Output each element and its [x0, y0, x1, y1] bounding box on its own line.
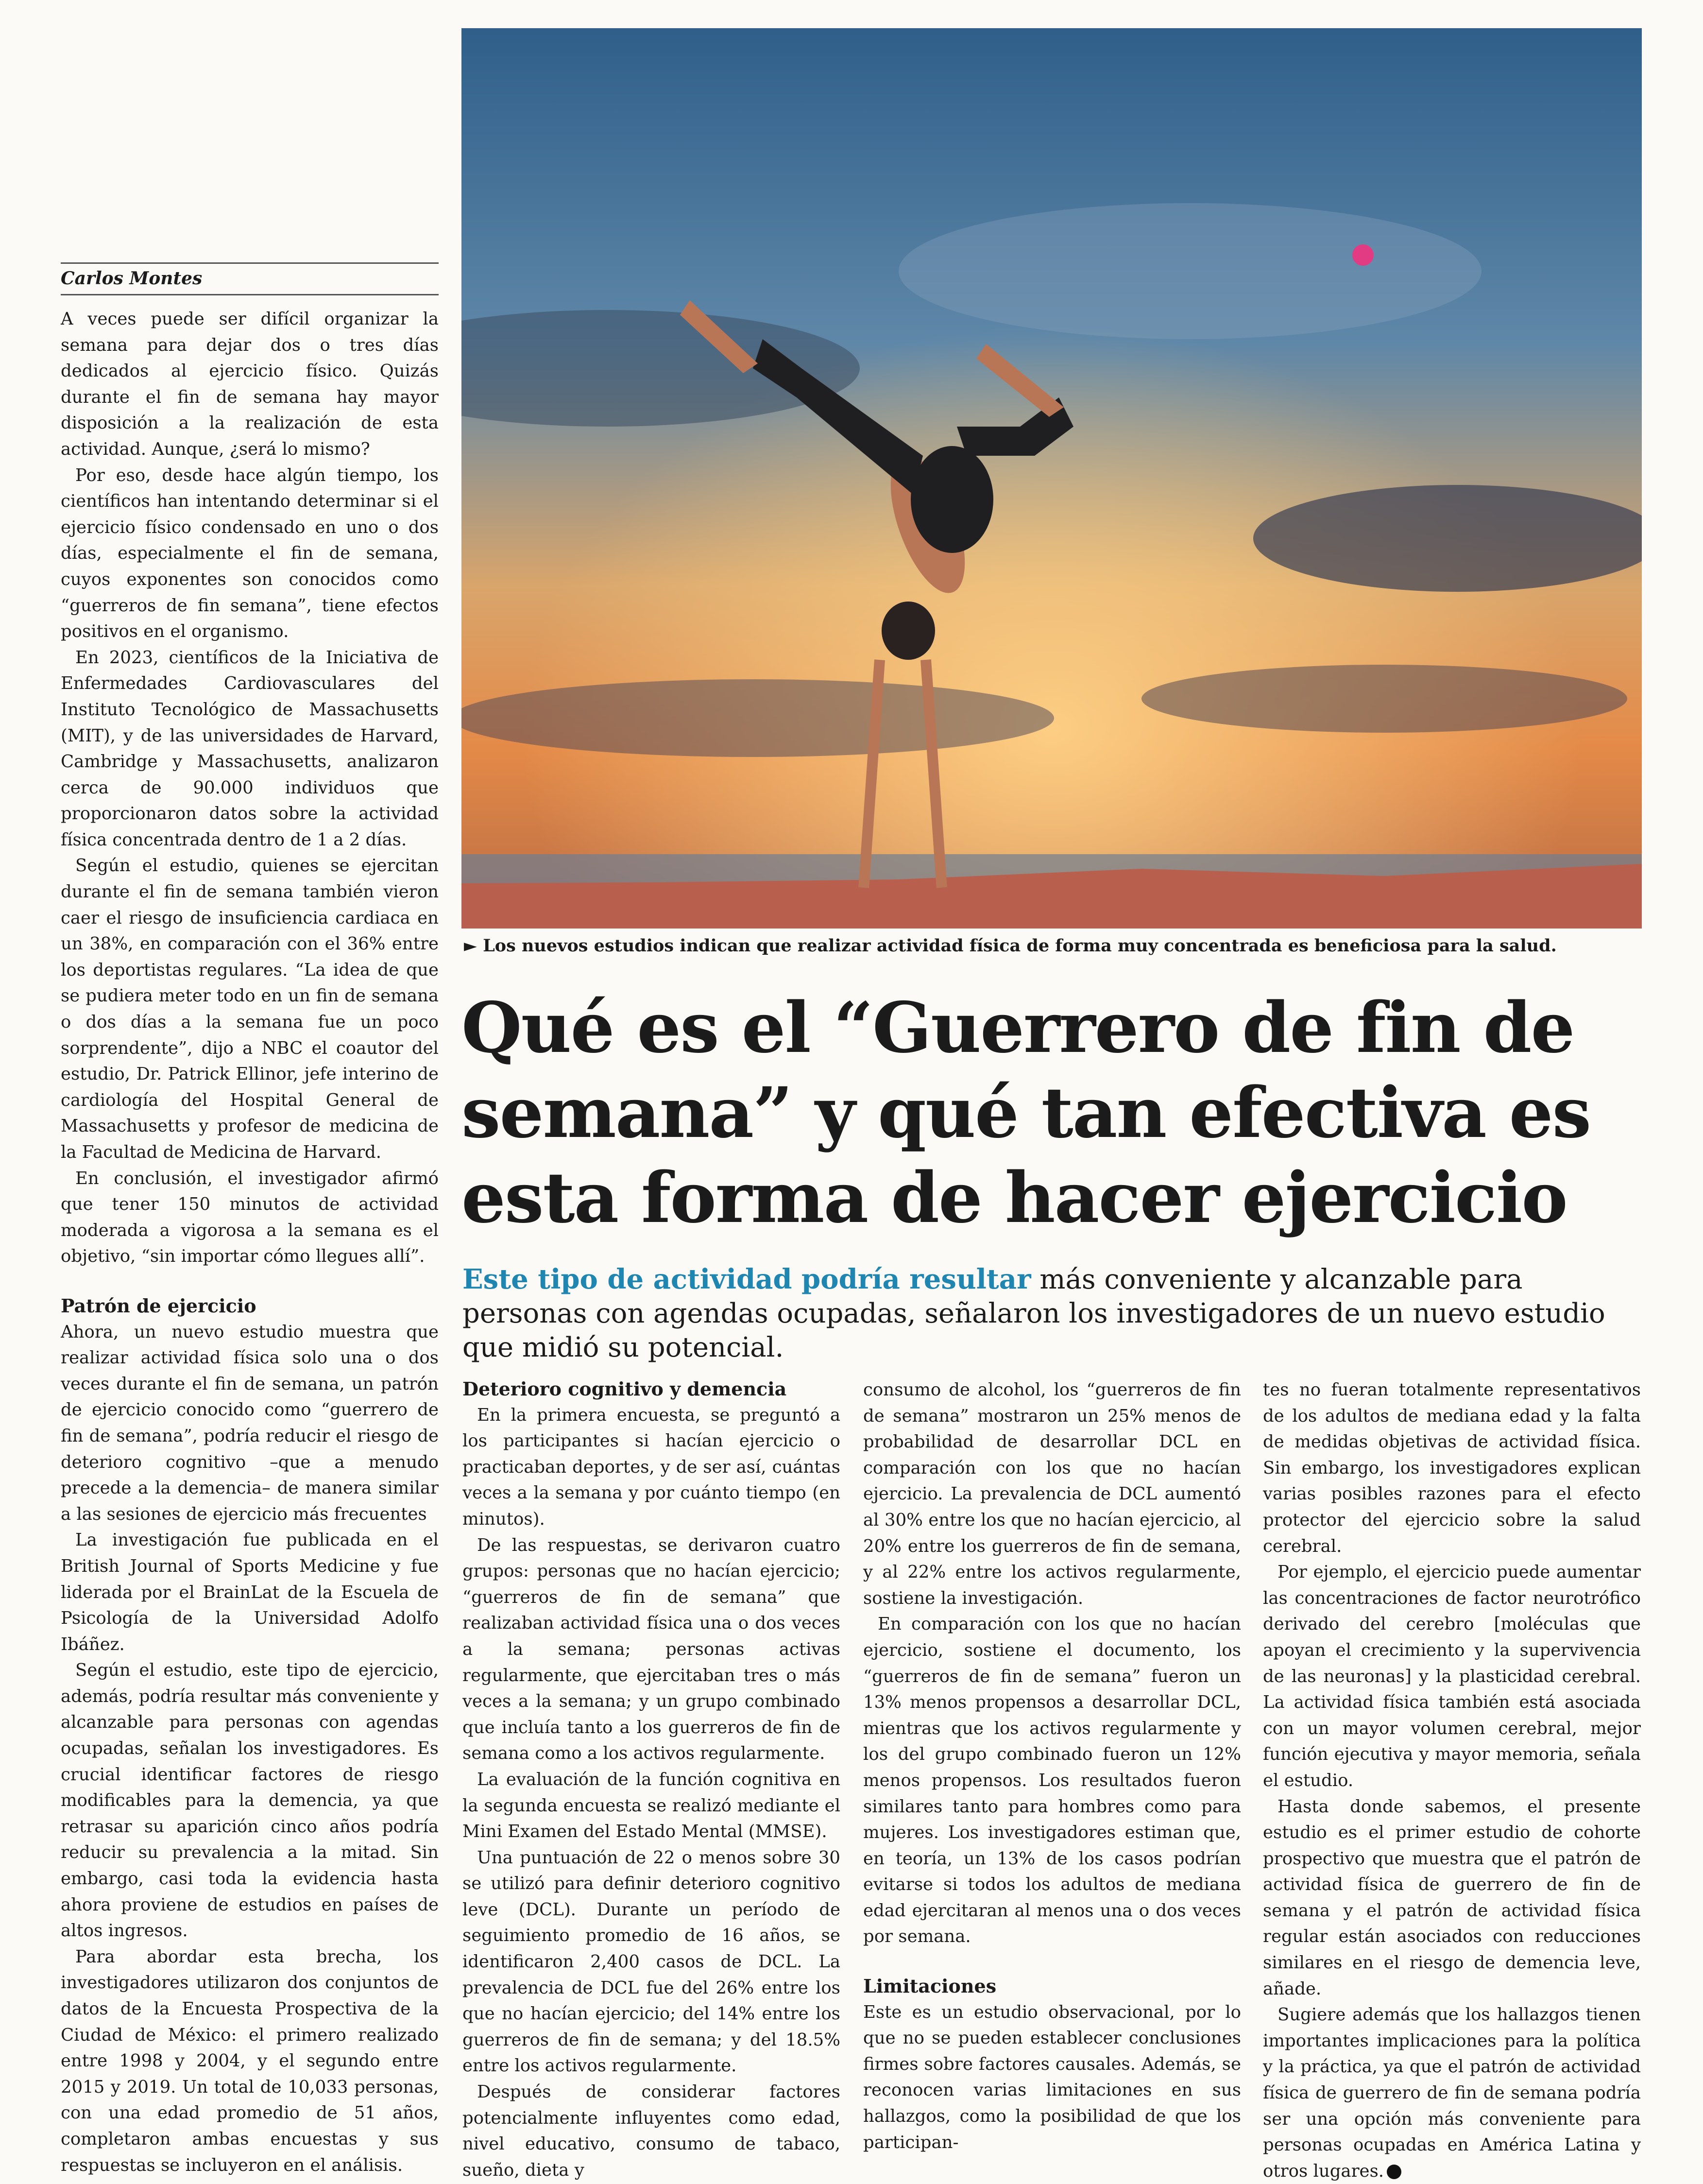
comment-icon[interactable]	[1352, 244, 1374, 266]
byline-rule-bottom	[61, 294, 439, 295]
col3-paragraph: consumo de alcohol, los “guerreros de fin de semana” mostraron un 25% menos de probabilidad de desarrollar DCL en comparación con los que no hacían ejercicio. La prevalencia de DCL aumentó al 30% entre los que no hacían ejercicio, al 20% entre los guerreros de fin de semana, y al 22% entre los activos regularmente, sostiene la investigación.	[863, 1380, 1241, 1608]
left-paragraph: Ahora, un nuevo estudio muestra que realizar actividad física solo una o dos veces durante el fin de semana, un patrón de ejercicio conocido como “guerrero de fin de semana”, podría reducir el riesgo de deterioro cognitivo –que a menudo precede a la demencia– de manera similar a las sesiones de ejercicio más frecuentes	[61, 1322, 439, 1524]
col2-paragraph: De las respuestas, se derivaron cuatro grupos: personas que no hacían ejercicio; “guerreros de fin de semana” que realizaban actividad física una o dos veces a la semana; personas activas regularmente, que ejercitaban tres o más veces a la semana; y un grupo combinado que incluía tanto a los guerreros de fin de semana como a los activos regularmente.	[462, 1535, 840, 1764]
column-4	[1263, 1377, 1641, 2184]
page-title: Qué es el “Guerrero de fin de semana” y qué tan efectiva es esta forma de hacer ejercicio	[461, 987, 1591, 1238]
byline: Carlos Montes	[61, 268, 203, 289]
left-column	[61, 306, 439, 2178]
photo-illustration	[461, 28, 1642, 929]
dek-lead: Este tipo de actividad podría resultar	[462, 1263, 1031, 1295]
col3-paragraph: Este es un estudio observacional, por lo que no se pueden establecer conclusiones firmes sobre factores causales. Además, se reconocen varias limitaciones en sus hallazgos, como la posibilidad de que los participan-	[863, 2002, 1241, 2152]
left-paragraph: A veces puede ser difícil organizar la semana para dejar dos o tres días dedicados al ejercicio físico. Quizás durante el fin de semana hay mayor disposición a la realización de esta actividad. Aunque, ¿será lo mismo?	[61, 309, 439, 459]
byline-rule-top	[61, 262, 439, 264]
column-2	[462, 1376, 840, 2183]
left-paragraph: En conclusión, el investigador afirmó que tener 150 minutos de actividad moderada a vigorosa a la semana es el objetivo, “sin importar cómo llegues allí”.	[61, 1168, 439, 1267]
left-paragraph: La investigación fue publicada en el British Journal of Sports Medicine y fue liderada por el BrainLat de la Escuela de Psicología de la Universidad Adolfo Ibáñez.	[61, 1530, 439, 1654]
photo	[461, 28, 1642, 929]
subhead-deterioro: Deterioro cognitivo y demencia	[462, 1378, 787, 1400]
caption-text: Los nuevos estudios indican que realizar actividad física de forma muy concentrada es beneficiosa para la salud.	[483, 936, 1557, 956]
left-paragraph: Según el estudio, quienes se ejercitan durante el fin de semana también vieron caer el riesgo de insuficiencia cardiaca en un 38%, en comparación con el 36% entre los deportistas regulares. “La idea de que se pudiera meter todo en un fin de semana o dos días a la semana fue un poco sorprendente”, dijo a NBC el coautor del estudio, Dr. Patrick Ellinor, jefe interino de cardiología del Hospital General de Massachusetts y profesor de medicina de la Facultad de Medicina de Harvard.	[61, 856, 439, 1162]
caption-marker-icon: ►	[464, 936, 477, 956]
col2-paragraph: Una puntuación de 22 o menos sobre 30 se utilizó para definir deterioro cognitivo leve (DCL). Durante un período de seguimiento promedio de 16 años, se identificaron 2,400 casos de DCL. La prevalencia de DCL fue del 26% entre los que no hacían ejercicio; del 14% entre los guerreros de fin de semana; y del 18.5% entre los activos regularmente.	[462, 1847, 840, 2076]
col4-paragraph: Por ejemplo, el ejercicio puede aumentar las concentraciones de factor neurotrófico derivado del cerebro [moléculas que apoyan el crecimiento y la supervivencia de las neuronas] y la plasticidad cerebral. La actividad física también está asociada con un mayor volumen cerebral, mejor función ejecutiva y mayor memoria, señala el estudio.	[1263, 1562, 1641, 1790]
column-3	[863, 1377, 1241, 2155]
left-paragraph: Según el estudio, este tipo de ejercicio, además, podría resultar más conveniente y alcanzable para personas con agendas ocupadas, señalan los investigadores. Es crucial identificar factores de riesgo modificables para la demencia, ya que retrasar su aparición cinco años podría reducir su prevalencia a la mitad. Sin embargo, casi toda la evidencia hasta ahora proviene de estudios en países de altos ingresos.	[61, 1660, 439, 1941]
col4-paragraph	[1263, 2002, 1641, 2184]
col3-paragraph: En comparación con los que no hacían ejercicio, sostiene el documento, los “guerreros de fin de semana” fueron un 13% menos propensos a desarrollar DCL, mientras que los activos regularmente y los del grupo combinado fueron un 12% menos propensos. Los resultados fueron similares tanto para hombres como para mujeres. Los investigadores estiman que, en teoría, un 13% de los casos podrían evitarse si todos los adultos de mediana edad ejercitaran al menos una o dos veces por semana.	[863, 1614, 1241, 1947]
col4-paragraph: Hasta donde sabemos, el presente estudio es el primer estudio de cohorte prospectivo que muestra que el patrón de actividad física de guerrero de fin de semana y el patrón de actividad física regular están asociados con reducciones similares en el riesgo de demencia leve, añade.	[1263, 1796, 1641, 1999]
col4-last-text: Sugiere además que los hallazgos tienen importantes implicaciones para la política y la práctica, ya que el patrón de actividad física de guerrero de fin de semana podría ser una opción más conveniente para personas ocupadas en América Latina y otros lugares.	[1263, 2005, 1641, 2181]
photo-caption	[464, 934, 1557, 958]
left-paragraph: Para abordar esta brecha, los investigadores utilizaron dos conjuntos de datos de la Encuesta Prospectiva de la Ciudad de México: el primero realizado entre 1998 y 2004, y el segundo entre 2015 y 2019. Un total de 10,033 personas, con una edad promedio de 51 años, completaron ambas encuestas y sus respuestas se incluyeron en el análisis.	[61, 1946, 439, 2175]
end-mark-icon	[1387, 2165, 1401, 2179]
col2-paragraph: En la primera encuesta, se preguntó a los participantes si hacían ejercicio o practicaban deportes, y de ser así, cuántas veces a la semana y por cuánto tiempo (en minutos).	[462, 1405, 840, 1529]
dek-rest: más conveniente y alcanzable para personas con agendas ocupadas, señalaron los investigadores de un nuevo estudio que midió su potencial.	[462, 1264, 1605, 1363]
dek	[462, 1262, 1648, 1365]
col4-paragraph: tes no fueran totalmente representativos de los adultos de mediana edad y la falta de medidas objetivas de actividad física. Sin embargo, los investigadores explican varias posibles razones para el efecto protector del ejercicio sobre la salud cerebral.	[1263, 1380, 1641, 1556]
left-paragraph: En 2023, científicos de la Iniciativa de Enfermedades Cardiovasculares del Instituto Tecnológico de Massachusetts (MIT), y de las universidades de Harvard, Cambridge y Massachusetts, analizaron cerca de 90.000 individuos que proporcionaron datos sobre la actividad física concentrada dentro de 1 a 2 días.	[61, 647, 439, 850]
col2-paragraph: Después de considerar factores potencialmente influyentes como edad, nivel educativo, consumo de tabaco, sueño, dieta y	[462, 2082, 840, 2180]
left-paragraph: Por eso, desde hace algún tiempo, los científicos han intentando determinar si el ejercicio físico condensado en uno o dos días, especialmente el fin de semana, cuyos exponentes son conocidos como “guerreros de fin semana”, tiene efectos positivos en el organismo.	[61, 465, 439, 642]
subhead-limitaciones: Limitaciones	[863, 1975, 997, 1997]
col2-paragraph: La evaluación de la función cognitiva en la segunda encuesta se realizó mediante el Mini Examen del Estado Mental (MMSE).	[462, 1769, 840, 1842]
subhead-patron: Patrón de ejercicio	[61, 1294, 256, 1317]
